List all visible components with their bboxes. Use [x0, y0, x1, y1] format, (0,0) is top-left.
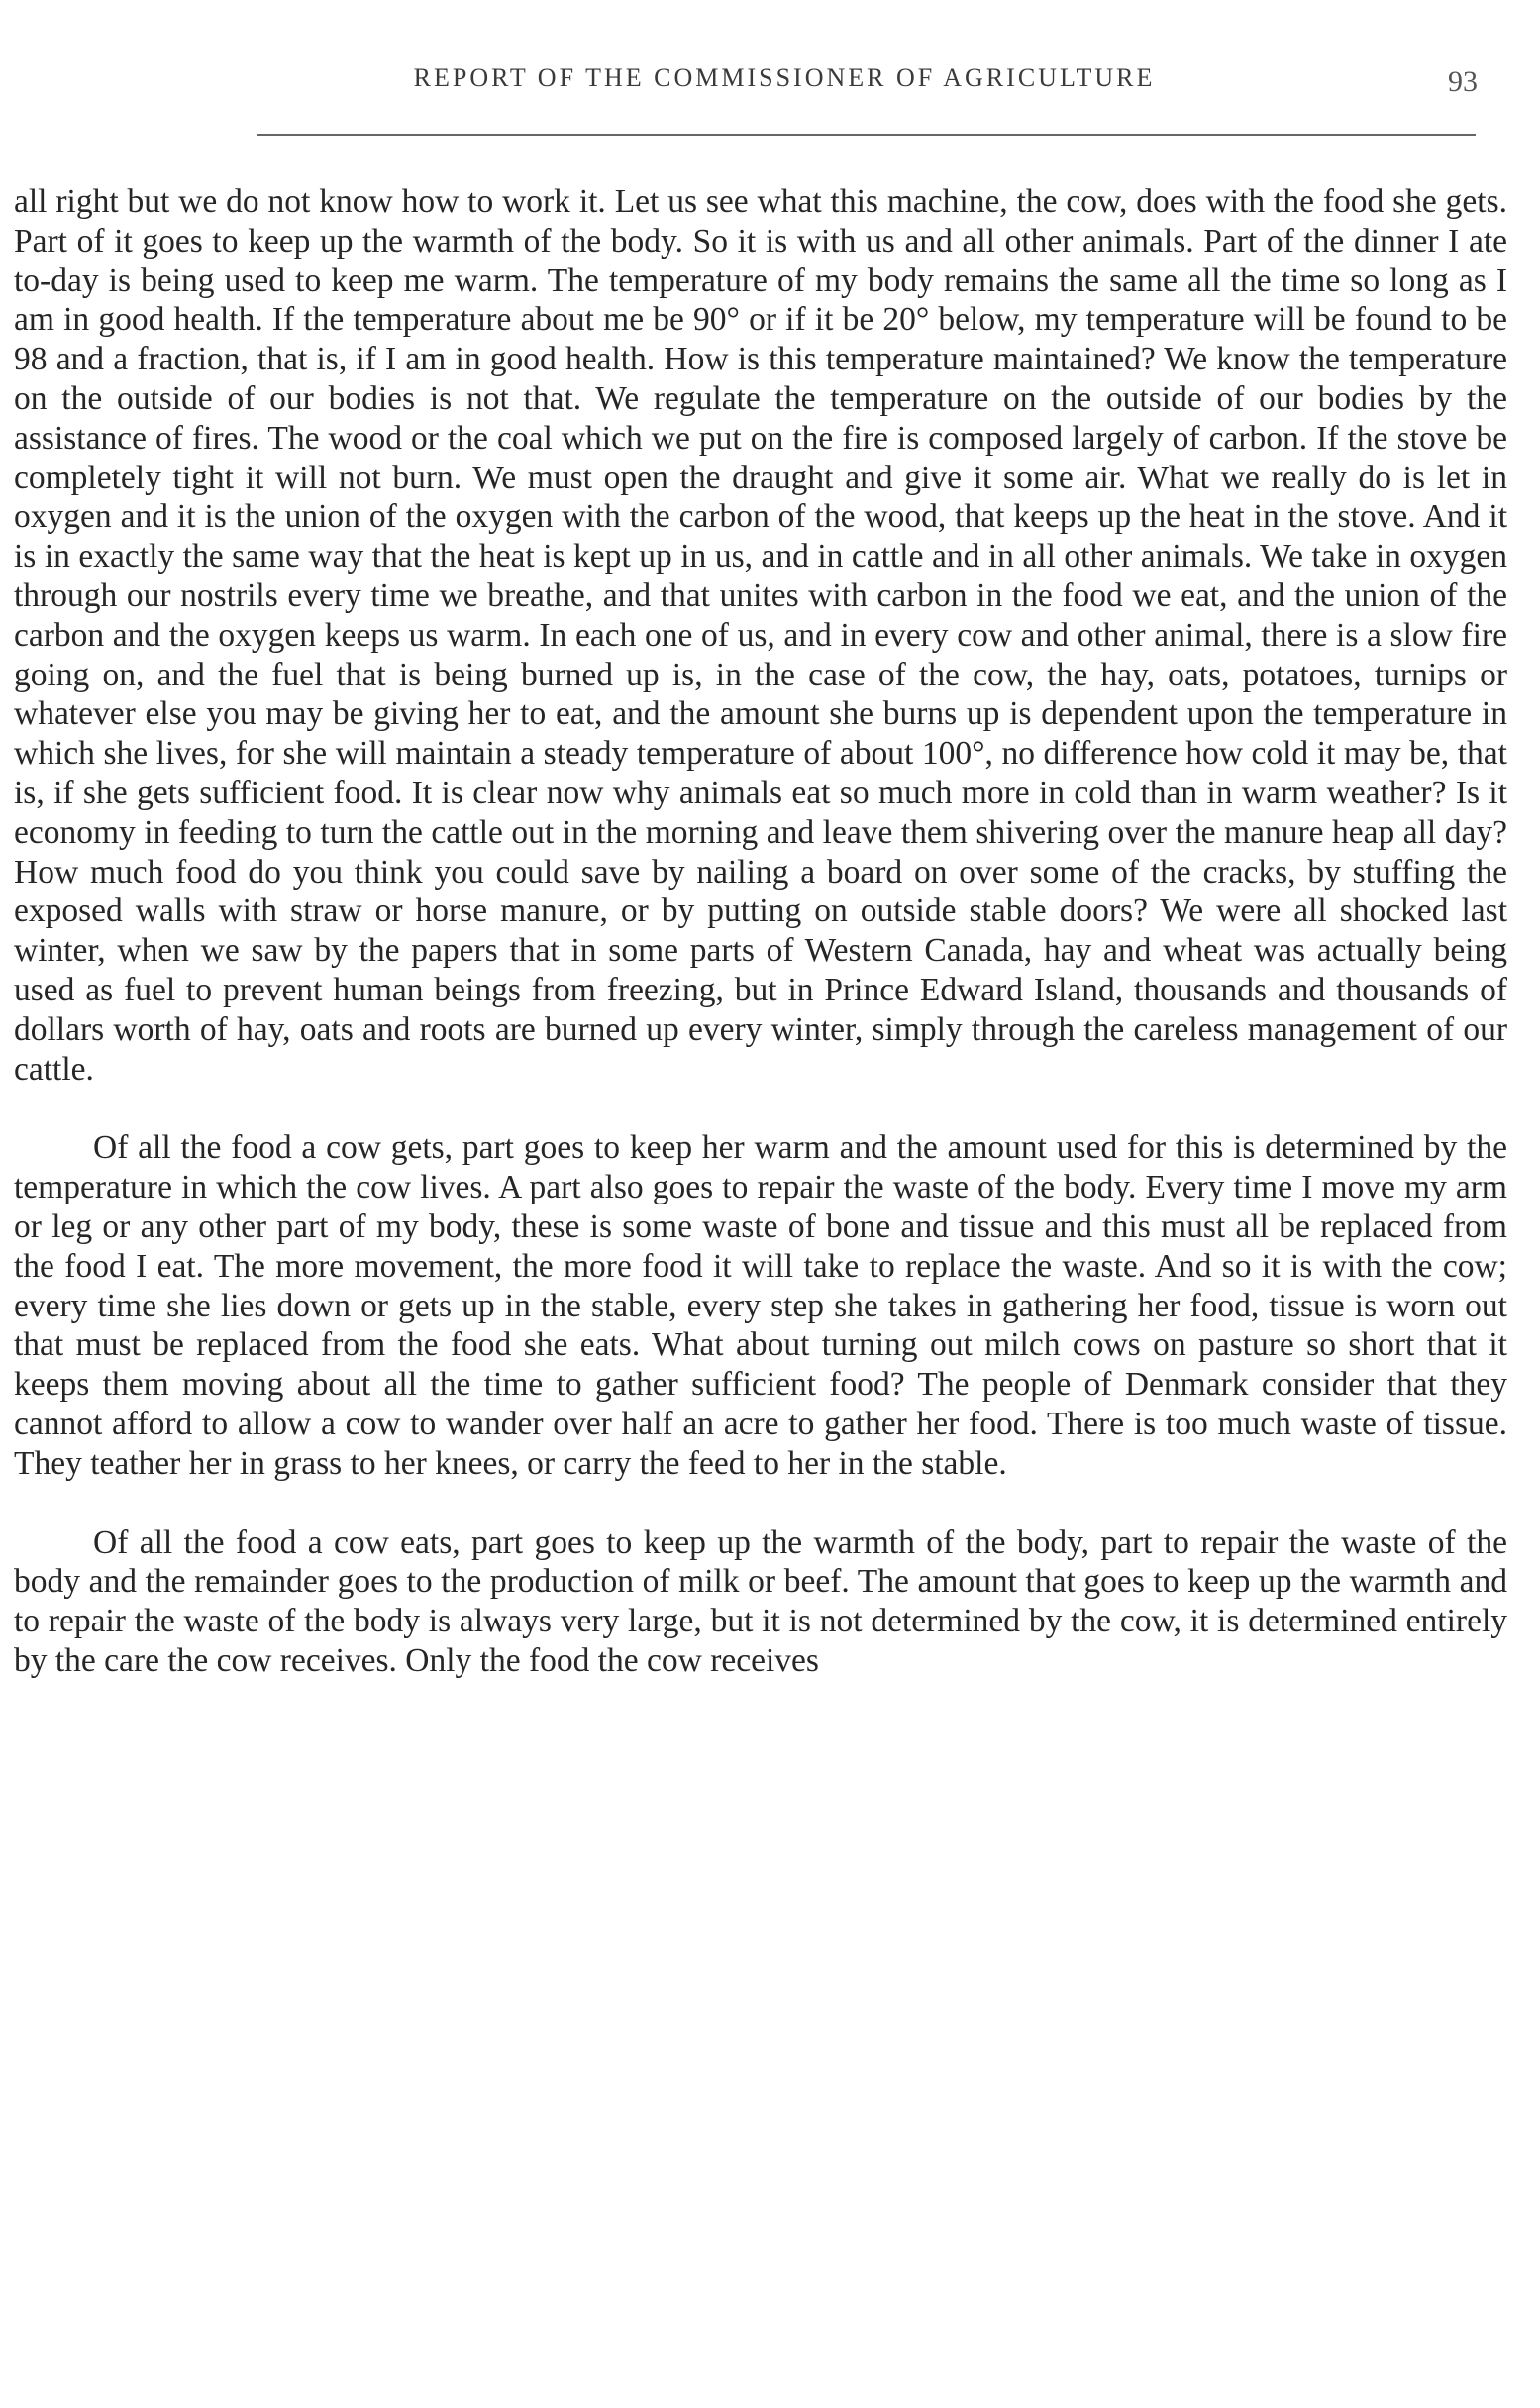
running-head: REPORT OF THE COMMISSIONER OF AGRICULTURE — [413, 63, 1156, 92]
paragraph-2: Of all the food a cow gets, part goes to keep her warm and the amount used for this is determined by the temperature in which the cow lives. A part also goes to repair the waste of the body. Every time I move my arm or leg or any other part of my body, these is some waste of bone and tissue and this must all be replaced from the food I eat. The more movement, the more food it will take to replace the waste. And so it is with the cow; every time she lies down or gets up in the stable, every step she takes in gathering her food, tissue is worn out that must be replaced from the food she eats. What about turning out milch cows on pasture so short that it keeps them moving about all the time to gather sufficient food? The people of Denmark consider that they cannot afford to allow a cow to wander over half an acre to gather her food. There is too much waste of tissue. They teather her in grass to her knees, or carry the feed to her in the stable. — [14, 1129, 1507, 1482]
header-rule — [257, 134, 1476, 136]
paragraph-1: all right but we do not know how to work it. Let us see what this machine, the cow, does with the food she gets. Part of it goes to keep up the warmth of the body. So it is with us and all other animals. Part of the dinner I ate to-day is being used to keep me warm. The temperature of my body remains the same all the time so long as I am in good health. If the temperature about me be 90° or if it be 20° below, my temperature will be found to be 98 and a fraction, that is, if I am in good health. How is this temperature maintained? We know the temperature on the outside of our bodies is not that. We regulate the temperature on the outside of our bodies by the assistance of fires. The wood or the coal which we put on the fire is composed largely of carbon. If the stove be completely tight it will not burn. We must open the draught and give it some air. What we really do is let in oxygen and it is the union of the oxygen with the carbon of the wood, that keeps up the heat in the stove. And it is in exactly the same way that the heat is kept up in us, and in cattle and in all other animals. We take in oxygen through our nostrils every time we breathe, and that unites with carbon in the food we eat, and the union of the carbon and the oxygen keeps us warm. In each one of us, and in every cow and other animal, there is a slow fire going on, and the fuel that is being burned up is, in the case of the cow, the hay, oats, potatoes, turnips or whatever else you may be giving her to eat, and the amount she burns up is dependent upon the temperature in which she lives, for she will maintain a steady temperature of about 100°, no difference how cold it may be, that is, if she gets sufficient food. It is clear now why animals eat so much more in cold than in warm weather? Is it economy in feeding to turn the cattle out in the morning and leave them shivering over the manure heap all day? How much food do you think you could save by nailing a board on over some of the cracks, by stuffing the exposed walls with straw or horse manure, or by putting on outside stable doors? We were all shocked last winter, when we saw by the papers that in some parts of Western Canada, hay and wheat was actually being used as fuel to prevent human beings from freezing, but in Prince Edward Island, thousands and thousands of dollars worth of hay, oats and roots are burned up every winter, simply through the careless management of our cattle. — [14, 183, 1507, 1088]
paragraph-3: Of all the food a cow eats, part goes to keep up the warmth of the body, part to repair the waste of the body and the remainder goes to the production of milk or beef. The amount that goes to keep up the warmth and to repair the waste of the body is always very large, but it is not determined by the cow, it is determined entirely by the care the cow receives. Only the food the cow receives — [14, 1523, 1507, 1679]
body-text — [14, 182, 1507, 1721]
page-number: 93 — [1448, 65, 1478, 98]
page-header — [0, 63, 1540, 113]
